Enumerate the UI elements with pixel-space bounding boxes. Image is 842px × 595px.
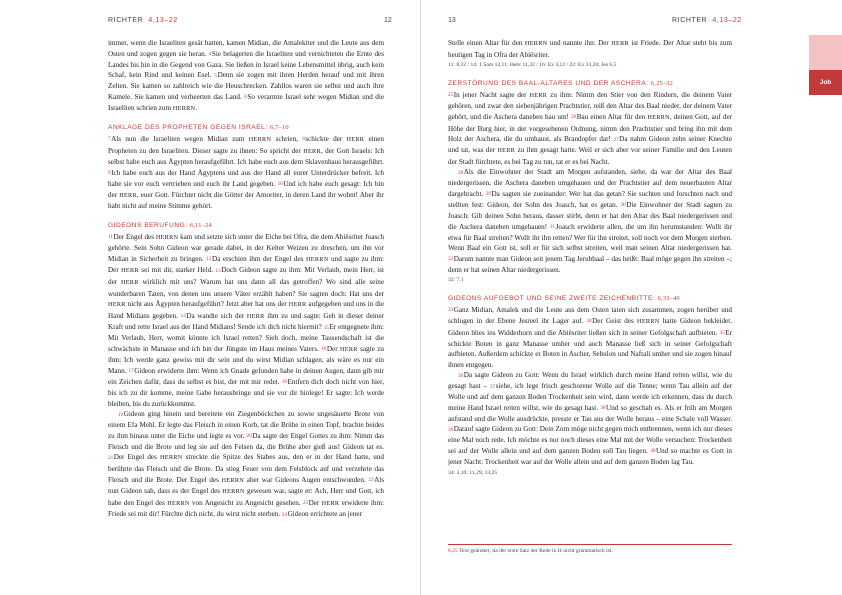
- cross-references: 32: 7,1: [448, 277, 464, 284]
- text-run: nicht aus Ägypten heraufgeführt? Jetzt aber hat uns der: [125, 300, 289, 309]
- paragraph: [448, 167, 732, 275]
- text-column: [448, 38, 732, 478]
- divine-name: HERR: [321, 499, 340, 507]
- text-run: aber war Gideons Augen entschwunden.: [244, 475, 369, 484]
- chapter-ref: 4,13–22: [148, 17, 178, 24]
- text-run: Darauf sagte Gideon zu Gott: Dein Zorn möge nicht gegen mich entbrennen, wenn ich nur dieses eine Mal noch rede. Ich möchte es nur noch dieses eine Mal mit der Wolle versuchen: Trockenheit sei auf der Wolle allein und auf dem ganzen Boden soll Tau liegen.: [448, 425, 732, 456]
- paragraph: [108, 38, 384, 114]
- text-run: Als nun die Israeliten wegen Midian zum: [111, 134, 249, 143]
- verse-number: 18: [281, 379, 287, 386]
- text-run: Ich habe euch aus der Hand Ägyptens und aus der Hand all eurer Unterdrücker befreit. Ich habe sie vor euch vertrieben und euch ihr Land gegeben.: [108, 168, 384, 188]
- text-run: Der: [326, 344, 341, 353]
- text-run: zu ihm: Nimm den Stier von den Rindern, die deinem Vater gehören, und zwar den siebenjährigen Prachtstier, reiß den Altar des Baal nieder, der deinem Vater gehört, und die Aschera daneben hau um!: [448, 90, 732, 121]
- text-run: , der Gott Israels: Ich selbst habe euch aus Ägypten heraufgeführt. Ich habe euch aus dem Sklavenhaus herausgeführt.: [108, 146, 384, 167]
- verse-number: 39: [448, 426, 454, 433]
- divine-name: HERRN: [647, 113, 670, 121]
- thumb-tab-active[interactable]: Job: [809, 70, 842, 95]
- text-run: erwiderte ihm: Friede sei mit dir! Fürchte dich nicht, du wirst nicht sterben.: [108, 498, 384, 519]
- heading-title: ZERSTÖRUNG DES BAAL-ALTARES UND DER ASCHERA:: [448, 80, 649, 88]
- text-run: Sie belagerten die Israeliten und vernichteten die Ernte des Landes bis hin in die Gegend von Gaza. Sie ließen in Israel keine Lebensmittel übrig, auch kein Schaf, kein Rind und keinen Esel.: [108, 49, 384, 80]
- text-run: Joasch erwiderte allen, die um ihn herumstanden: Wollt ihr etwa für Baal streiten? Wollt ihr ihn retten? Wer für ihn streitet, soll noch vor dem Morgen sterben. Wenn Baal ein Gott ist, soll er für sich selbst streiten, weil man seinen Altar niedergerissen hat.: [448, 222, 732, 253]
- divine-name: HERR: [120, 278, 139, 286]
- verse-number: 17: [128, 368, 134, 375]
- text-run: Gideon errichtete an jener: [287, 510, 362, 519]
- text-run: Ganz Midian, Amalek und die Leute aus dem Osten taten sich zusammen, zogen herüber und schlugen in der Ebene Jesreel ihr Lager auf.: [448, 305, 732, 325]
- verse-number: 16: [321, 346, 327, 353]
- text-run: Als die Einwohner der Stadt am Morgen aufstanden, siehe, da war der Altar des Baal niedergerissen, die Aschera daneben umgehauen und der Prachtstier auf dem neuerbauten Altar dargebracht.: [448, 168, 732, 198]
- verse-number: 9: [108, 170, 111, 177]
- paragraph: [448, 305, 732, 370]
- verse-number: 38: [600, 405, 606, 412]
- heading-ref: 6,33–40: [657, 295, 680, 303]
- text-run: gewesen war, sagte er: Ach, Herr und Gott, ich habe den Engel des: [108, 487, 384, 507]
- text-run: Er schickte Boten in ganz Manasse umher und auch Manasse ließ sich in seiner Gefolgschaft aufbieten. Außerdem schickte er Boten in Ascher, Sebulon und Naftali umher und sie zogen hinauf ihnen entgegen.: [448, 328, 732, 369]
- text-run: Er entgegnete ihm: Mit Verlaub, Herr, womit könnte ich Israel retten? Sieh doch, meine Tausendschaft ist die schwächste in Manasse und ich bin der Jüngste im Haus meines Vaters.: [108, 323, 384, 353]
- text-run: Stelle einen Altar für den: [448, 39, 525, 47]
- verse-number: 33: [448, 307, 454, 314]
- verse-number: 8: [302, 136, 305, 143]
- text-run: Als nun Gideon sah, dass es der Engel des: [108, 475, 385, 496]
- text-run: Gideon ging hinein und bereitete ein Ziegenböckchen zu sowie ungesäuerte Brote von einem Efa Mehl. Er legte das Fleisch in einen Korb, tat die Brühe in einen Topf, brachte beides zu ihm hinaus unter die Eiche und legte es vor.: [108, 410, 384, 440]
- verse-number: 31: [549, 223, 556, 230]
- page-number: 12: [384, 17, 392, 24]
- text-run: , euer Gott. Fürchtet nicht die Götter der Amoriter, in deren Land ihr wohnt! Aber ihr habt nicht auf meine Stimme gehört.: [108, 190, 385, 211]
- text-run: und sagte zu ihm: Der: [108, 254, 384, 275]
- cross-references: 34: 3,10; 11,29; 13,25: [448, 469, 498, 476]
- verse-number: 12: [206, 256, 212, 263]
- text-run: aufgegeben und uns in die Hand Midians gegeben.: [108, 300, 384, 320]
- text-run: Bau einen Altar für den: [576, 112, 648, 121]
- right-page: [421, 0, 842, 595]
- footnote-ref: 6,25: [448, 548, 458, 554]
- text-run: Da sagte der Engel Gottes zu ihm: Nimm das Fleisch und die Brote und leg sie auf den Felsen da, die Brühe aber gieß aus! Gideon tat es.: [108, 431, 384, 451]
- divine-name: HERR: [346, 135, 365, 143]
- verse-number: 34: [586, 318, 592, 325]
- text-column: [108, 38, 384, 520]
- divine-name: HERRN: [524, 40, 548, 47]
- text-run: Da erschien ihm der Engel des: [212, 254, 306, 263]
- verse-number: 35: [719, 329, 725, 336]
- verse-number: 25: [448, 92, 454, 99]
- verse-number: 19: [118, 411, 124, 418]
- paragraph: [448, 38, 732, 60]
- text-run: schickte der: [305, 134, 347, 143]
- book-name: RICHTER: [108, 17, 144, 24]
- verse-number: 37: [489, 383, 496, 390]
- text-run: zu ihm gesagt hatte. Weil er sich aber vor seiner Familie und den Leuten der Stadt fürchtete, es bei Tag zu tun, tat er es bei Nacht.: [448, 146, 732, 166]
- text-run: Der: [308, 498, 322, 507]
- divine-name: HERR: [303, 147, 321, 155]
- verse-number: 27: [613, 136, 619, 143]
- verse-number: 22: [368, 477, 374, 484]
- verse-number: 26: [571, 114, 577, 121]
- text-run: Und ich habe euch gesagt: Ich bin der: [108, 179, 384, 199]
- verse-number: 5: [214, 72, 218, 79]
- verse-number: 4: [208, 51, 212, 57]
- heading-ref: 6,25–32: [650, 80, 674, 88]
- text-run: , deinen Gott, auf der Höhe der Burg hier, in der vorgesehenen Ordnung, nimm den Prachtstier und bring ihn mit dem Holz der Aschera, die du umhaust, als Brandopfer dar!: [448, 112, 732, 144]
- verse-number: 21: [108, 454, 114, 461]
- footnote: [448, 548, 732, 554]
- text-run: hatte Gideon bekleidet. Gideon blies ins Widderhorn und die Abiësriter ließen sich in seiner Gefolgschaft aufbieten.: [448, 316, 732, 337]
- text-run: Da sagte Gideon zu Gott: Wenn du Israel wirklich durch meine Hand retten willst, wie du gesagt hast –: [448, 371, 732, 391]
- text-run: .: [195, 103, 198, 112]
- section-heading: [448, 294, 732, 305]
- text-run: Da sagten sie zueinander: Wer hat das getan? Sie suchten und forschten nach und stellten fest: Gideon, der Sohn des Joasch, hat es getan.: [448, 189, 732, 209]
- page-number: 13: [448, 17, 456, 24]
- verse-number: 36: [458, 372, 464, 379]
- heading-title: GIDEONS AUFGEBOT UND SEINE ZWEITE ZEICHENBITTE:: [448, 295, 656, 303]
- paragraph: [108, 232, 384, 410]
- section-heading: [108, 221, 384, 232]
- verse-number: 15: [323, 324, 329, 331]
- verse-number: 7: [108, 136, 111, 143]
- text-run: In jener Nacht sagte der: [453, 90, 530, 99]
- divine-name: HERR: [246, 312, 265, 320]
- text-run: einen Propheten zu den Israeliten. Dieser sagte zu ihnen: So spricht der: [108, 134, 384, 155]
- divine-name: HERR: [119, 191, 137, 199]
- divine-name: HERRN: [637, 317, 660, 325]
- text-run: sei mit dir, starker Held.: [138, 266, 216, 275]
- text-run: Und so geschah es. Als er früh am Morgen aufstand und die Wolle ausdrückte, presste er Tau aus der Wolle heraus – eine Schale voll Wasser.: [448, 403, 732, 423]
- text-run: Da nahm Gideon zehn seiner Knechte und tat, was der: [448, 135, 732, 155]
- verse-number: 13: [215, 267, 221, 274]
- text-run: ihm zu und sagte: Geh in dieser deiner Kraft und rette Israel aus der Hand Midians! Sende ich dich nicht hiermit?: [108, 311, 384, 332]
- section-heading: [448, 79, 732, 90]
- text-run: streckte die Spitze des Stabes aus, den er in der Hand hatte, und berührte das Fleisch und die Brote. Da stieg Feuer von dem Felsblock auf und verzehrte das Fleisch und die Brote. Der Engel des: [108, 453, 385, 484]
- divine-name: HERR: [288, 301, 307, 309]
- text-run: und nannte ihn: Der: [547, 39, 612, 47]
- text-run: Der Engel des: [113, 232, 156, 241]
- verse-number: 14: [180, 313, 186, 320]
- verse-number: 20: [246, 433, 252, 440]
- paragraph: [108, 134, 384, 212]
- verse-number: 24: [281, 511, 288, 518]
- divine-name: HERRN: [248, 135, 272, 143]
- divine-name: HERRN: [306, 255, 329, 263]
- verse-number: 32: [448, 256, 454, 263]
- text-run: Und so machte es Gott in jener Nacht: Trockenheit war auf der Wolle allein und auf dem ganzen Boden lag Tau.: [448, 447, 732, 467]
- heading-ref: 6,11–24: [189, 221, 212, 229]
- text-run: schrien,: [271, 134, 303, 143]
- verse-number: 29: [485, 191, 491, 198]
- verse-number: 6: [244, 94, 247, 101]
- verse-number: 28: [458, 169, 464, 176]
- paragraph: [108, 409, 384, 520]
- text-run: sagte zu ihm: Ich werde ganz gewiss mit dir sein und du wirst Midian schlagen, als wäre es nur ein Mann.: [108, 344, 384, 376]
- section-heading: [108, 123, 384, 134]
- heading-title: ANKLAGE DES PROPHETEN GEGEN ISRAEL:: [108, 124, 268, 132]
- divine-name: HERRN: [172, 104, 196, 112]
- thumb-index-tab[interactable]: [809, 35, 842, 95]
- divine-name: HERR: [611, 40, 629, 47]
- text-run: Gideon erwiderte ihm: Wenn ich Gnade gefunden habe in deinen Augen, dann gib mir ein Zeichen dafür, dass du selbst es bist, der mit mir redet.: [108, 367, 384, 387]
- text-run: von Angesicht zu Angesicht gesehen.: [189, 498, 303, 507]
- verse-number: 23: [302, 500, 309, 507]
- verse-number: 11: [108, 233, 113, 240]
- text-run: Entfern dich doch nicht von hier, bis ich zu dir komme, meine Gabe herausbringe und sie vor dir hinlege! Er sagte: Ich werde bleiben, bis du zurückkommst.: [108, 378, 384, 408]
- text-run: Darum nannte man Gideon seit jenem Tag Jerubbaal – das heißt: Baal möge gegen ihn streiten –; denn er hat seinen Altar niedergerissen.: [448, 254, 732, 274]
- heading-ref: 6,7–10: [270, 124, 289, 132]
- divine-name: HERR: [121, 267, 139, 275]
- heading-title: GIDEONS BERUFUNG:: [108, 221, 188, 229]
- book-name: RICHTER: [672, 17, 708, 24]
- chapter-ref: 4,13–22: [712, 17, 742, 24]
- text-run: Denn sie zogen mit ihren Herden herauf und mit ihren Zelten. Sie kamen so zahlreich wie die Heuschrecken. Zahllos waren sie selbst und auch ihre Kamele. Sie kamen und verheerten das Land.: [108, 71, 384, 101]
- text-run: Der Engel des: [113, 453, 161, 462]
- divine-name: HERRN: [221, 476, 245, 484]
- divine-name: HERRN: [155, 233, 179, 241]
- verse-number: 10: [277, 181, 283, 188]
- paragraph: [448, 370, 732, 467]
- text-run: Doch Gideon sagte zu ihm: Mit Verlaub, mein Herr, ist der: [108, 266, 384, 286]
- divine-name: HERR: [340, 345, 358, 353]
- paragraph: [448, 90, 732, 168]
- footnote-text: Text geändert, da der erste Satz der Rede in H nicht grammatisch ist.: [457, 548, 613, 554]
- verse-number: 30: [620, 202, 626, 209]
- text-run: immer, wenn die Israeliten gesät hatten, kamen Midian, die Amalekiter und die Leute aus dem Osten und zogen gegen sie heran.: [108, 39, 384, 58]
- text-run: So verarmte Israel sehr wegen Midian und die Israeliten schrien zum: [108, 92, 384, 112]
- text-run: kam und setzte sich unter die Eiche bei Ofra, die dem Abiësriter Joasch gehörte. Sein Sohn Gideon war gerade dabei, in der Kelter Weizen zu dreschen, um ihn vor Midian in Sicherheit zu bringen.: [108, 232, 385, 263]
- running-head: [108, 17, 178, 24]
- divine-name: HERR: [529, 91, 548, 99]
- verse-number: 40: [650, 448, 656, 455]
- text-run: Die Einwohner der Stadt sagten zu Joasch: Gib deinen Sohn heraus, dasser stirbt, denn er hat den Altar des Baal niedergerissen und die Aschera daneben umgehauen!: [448, 200, 732, 231]
- divine-name: HERR: [108, 301, 126, 309]
- divine-name: HERRN: [160, 454, 183, 462]
- text-run: Da wandte sich der: [186, 311, 247, 320]
- text-run: Der Geist des: [592, 316, 638, 325]
- text-run: siehe, ich lege frisch geschorene Wolle auf die Tenne; wenn Tau allein auf der Wolle und auf dem ganzen Boden Trockenheit sein wird, dann werde ich erkennen, dass du durch meine Hand Israel retten willst, wie du gesagt hast.: [448, 382, 732, 412]
- text-run: wirklich mit uns? Warum hat uns dann all das getroffen? Wo sind alle seine wunderbaren Taten, von denen uns unsere Väter erzählt haben? Sie sagten doch: Hat uns der: [108, 277, 384, 298]
- cross-references: 11: 8,32 / 14: 1 Sam 12,11; Hebr 11,32 / 16: Ex 3,12 / 22: Ex 33,20; Jes 6,5: [448, 62, 617, 69]
- divine-name: HERRN: [222, 488, 245, 496]
- divine-name: HERRN: [167, 499, 190, 507]
- text-run: ist Friede. Der Altar steht bis zum heutigen Tag in Ofra der Abiësriter.: [448, 39, 733, 59]
- footnote-divider: [448, 544, 732, 545]
- running-head: [672, 17, 742, 24]
- divine-name: HERR: [497, 147, 516, 155]
